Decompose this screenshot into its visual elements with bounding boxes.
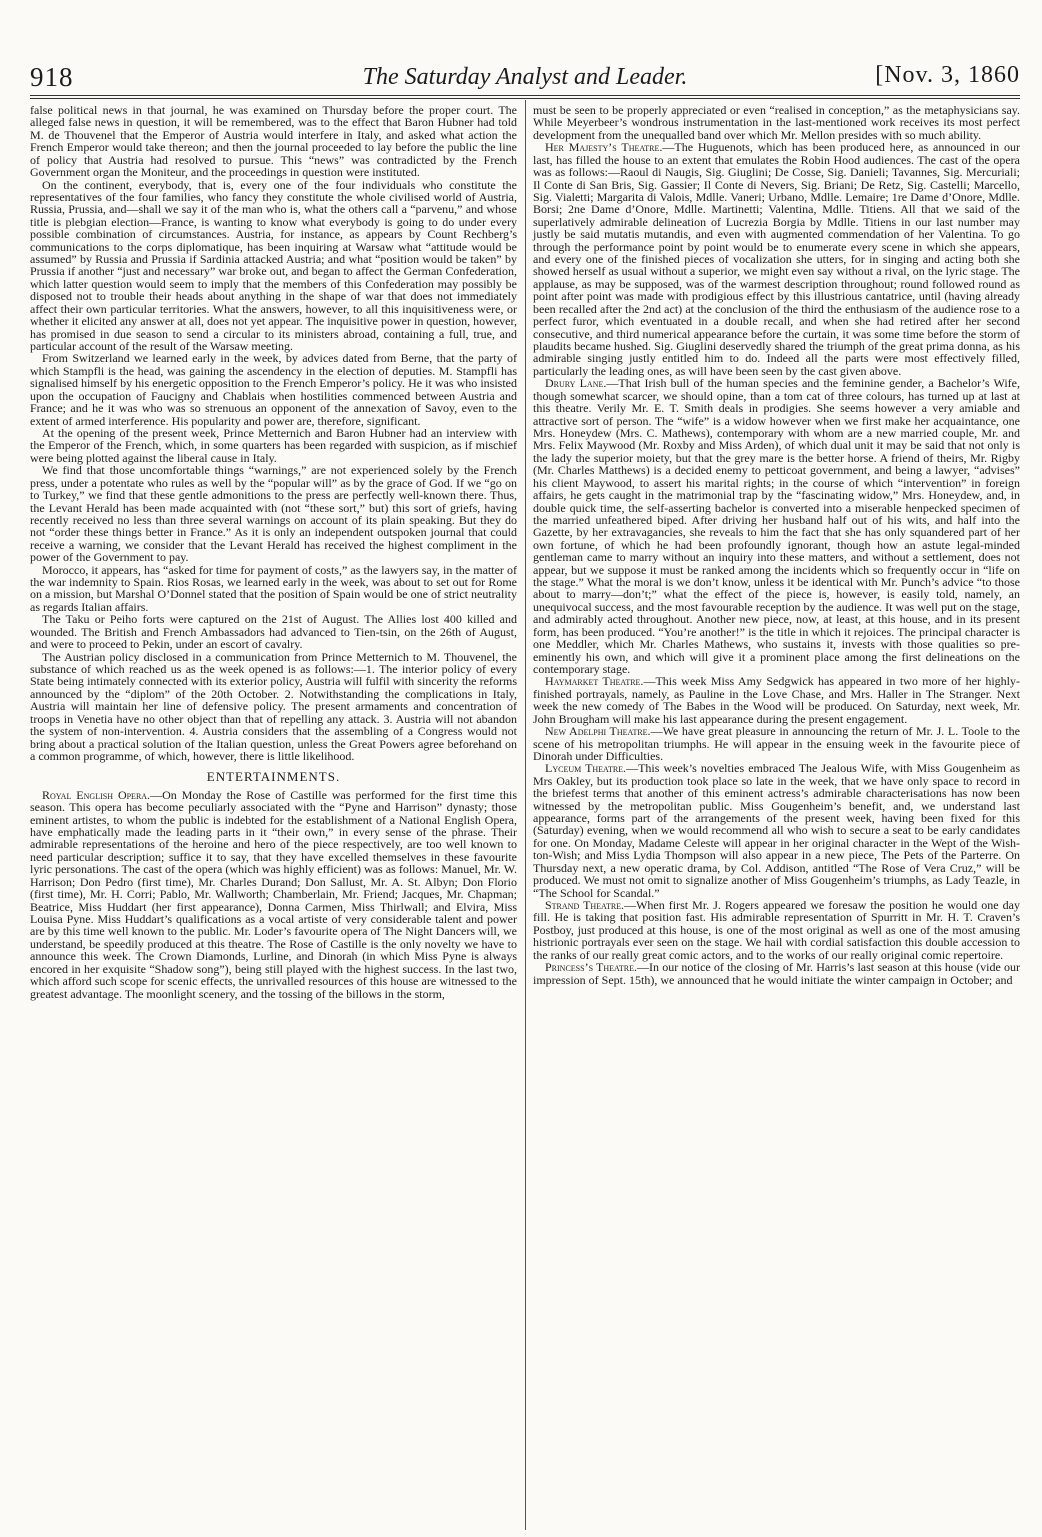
review-paragraph: [30, 789, 517, 1000]
header-rule-top: [30, 95, 1020, 96]
review-text: —That Irish bull of the human species and the feminine gender, a Bachelor’s Wife, though somewhat scarcer, we should opine, than a tom cat of three colours, has turned up at last at this theatre. Verily Mr. E. T. Smith deals in prodigies. She seems however a very amiable and attractive sort of person. The “wife” is a widow however when we first make her acquaintance, one Mrs. Honeydew (Mrs. C. Mathews), contemporary with whom are a new married couple, Mr. and Mrs. Felix Maywood (Mr. Roxby and Miss Arden), of which dual unit it may be said that not only is the lady the superior moiety, but that the grey mare is the better horse. A friend of theirs, Mr. Rigby (Mr. Charles Matthews) is a decided enemy to petticoat government, and being a lawyer, “advises” his client Maywood, to assert his marital rights; in the course of which “intervention” in foreign affairs, he gets caught in the matrimonial trap by the “fascinating widow,” Mrs. Honeydew, and, in double quick time, the self-asserting bachelor is converted into a miserable henpecked specimen of the married unfeathered biped. After driving her husband half out of his wits, and half into the Gazette, by her extravagancies, she reveals to him the fact that she has only squandered part of her own fortune, of which he had been profoundly ignorant, though how an astute legal-minded gentleman came to marry without an inquiry into these matters, and without a settlement, does not appear, but we suppose it must be ranked among the incidents which so frequently occur in “life on the stage.” What the moral is we don’t know, unless it be identical with Mr. Punch’s advice “to those about to marry—don’t;” what the effect of the piece is, however, is easily told, namely, an unequivocal success, and the most favourable reception by the audience. It was well put on the stage, and admirably acted throughout. Another new piece, now, at least, at this house, and in its present form, has been produced. “You’re another!” is the title in which it rejoices. The principal character is one Meddler, which Mr. Charles Mathews, who sustains it, invests with those qualities so pre-eminently his own, and which will give it a prominent place among the first delineations on the contemporary stage.: [533, 376, 1020, 676]
page-number: 918: [30, 62, 74, 92]
right-column: [533, 104, 1020, 986]
news-paragraph: false political news in that journal, he was examined on Thursday before the proper court. The alleged false news in question, it will be remembered, was to the effect that Baron Hubner had told M. de Thouvenel that the Emperor of Austria would interfere in Italy, and asked what action the French Emperor would take thereon; and then the journal proceeded to lay before the public the line of policy that Austria had resolved to pursue. This “news” was contradicted by the French Government organ the Moniteur, and the proceedings in question were instituted.: [30, 103, 517, 180]
review-runin-heading: Princess’s Theatre.: [545, 960, 637, 975]
review-paragraph: [533, 377, 1020, 675]
review-paragraph: [533, 762, 1020, 899]
review-paragraph: [533, 725, 1020, 762]
news-paragraph: On the continent, everybody, that is, every one of the four individuals who constitute the representatives of the four families, who fancy they constitute the whole civilised world of Austria, Russia, Prussia, and—shall we say it of the man who is, what the others call a “parvenu,” and whose title is plebgian election—France, is wanting to know what everybody is going to do under every possible combination of circumstances. Austria, for instance, as appears by Count Rechberg’s communications to the corps diplomatique, has been inquiring at Warsaw what “attitude would be assumed” by Russia and Prussia if Sardinia attacked Austria; and what “position would be taken” by Prussia if another “just and necessary” war broke out, and began to affect the German Confederation, which latter question would seem to imply that the members of this Confederation may possibly be disposed not to trouble their heads about anything in the shape of war that does not immediately affect their own particular territories. What the answers, however, to all this inquisitiveness were, or whether it elicited any answer at all, does not yet appear. The inquisitive power in question, however, has promised in due season to send a circular to its ministers abroad, containing a full, true, and particular account of the result of the Warsaw meeting.: [30, 177, 517, 354]
review-text: —When first Mr. J. Rogers appeared we foresaw the position he would one day fill. He is taking that position fast. His admirable representation of Spurritt in Mr. H. T. Craven’s Postboy, just produced at this house, is one of the most original as well as one of the most amusing histrionic portrayals ever seen on the stage. We hail with cordial satisfaction this double accession to the ranks of our really great comic actors, and to the works of our really original comic repertoire.: [533, 898, 1020, 962]
review-paragraph: [533, 141, 1020, 377]
review-runin-heading: Her Majesty’s Theatre.: [545, 140, 663, 155]
review-text: —This week’s novelties embraced The Jealous Wife, with Miss Gougenheim as Mrs Oakley, but its production took place so late in the week, that we have only space to record in the briefest terms that another of this eminent actress’s admirable characterisations has now been witnessed by the metropolitan public. Miss Gougenheim’s benefit, and, we understand last appearance, forms part of the arrangements of the present week, having been fixed for this (Saturday) evening, when we would recommend all who wish to secure a seat to be early candidates for one. On Monday, Madame Celeste will appear in her original character in the Wept of the Wish-ton-Wish; and Miss Lydia Thompson will also appear in a new piece, The Pets of the Parterre. On Thursday next, a new operatic drama, by Col. Addison, antitled “The Rose of Vera Cruz,” will be produced. We must not omit to signalize another of Miss Gougenheim’s triumphs, as Lady Teazle, in “The School for Scandal.”: [533, 761, 1020, 900]
news-paragraph: The Austrian policy disclosed in a communication from Prince Metternich to M. Thouvenel, the substance of which reached us as the week opened is as follows:—1. The interior policy of every State being intimately connected with its exterior policy, Austria will fulfil with sincerity the reforms announced by the “diplom” of the 20th October. 2. Notwithstanding the complications in Italy, Austria will maintain her line of defensive policy. The present armaments and concentration of troops in Venetia have no other object than that of repelling any attack. 3. Austria will not abandon the system of non-intervention. 4. Austria considers that the assembling of a Congress would not bring about a practical solution of the Italian question, unless the Great Powers agree beforehand on a common programme, of which, however, there is little likelihood.: [30, 649, 517, 763]
news-paragraph: The Taku or Peiho forts were captured on the 21st of August. The Allies lost 400 killed and wounded. The British and French Ambassadors had advanced to Tien-tsin, on the 26th of August, and were to proceed to Pekin, under an escort of cavalry.: [30, 612, 517, 652]
review-runin-heading: Strand Theatre.: [545, 898, 625, 912]
review-paragraph: must be seen to be properly appreciated or even “realised in conception,” as the metaphysicians say. While Meyerbeer’s wondrous instrumentation in the last-mentioned work receives its most perfect development from the unequalled band over which Mr. Mellon presides with so much ability.: [533, 103, 1020, 142]
review-paragraph: [533, 675, 1020, 725]
left-column: [30, 104, 517, 1000]
review-paragraph: [533, 961, 1020, 986]
section-heading-entertainments: ENTERTAINMENTS.: [206, 769, 341, 785]
news-paragraph: We find that those uncomfortable things “warnings,” are not experienced solely by the French press, under a potentate who rules as well by the “popular will” as by the grace of God. If we “go on to Turkey,” we find that these gentle admonitions to the press are perfectly well-known there. Thus, the Levant Herald has been made acquainted with (not “these sort,” but) this sort of griefs, having recently received no less than three several warnings on account of its plain speaking. But they do not “order these things better in France.” As it is only an independent outspoken journal that could receive a warning, we consider that the Levant Herald has received the highest compliment in the power of the Government to pay.: [30, 463, 517, 565]
review-runin-heading: Haymarket Theatre.: [545, 674, 644, 689]
issue-date: [Nov. 3, 1860: [875, 62, 1020, 88]
review-text: —We have great pleasure in announcing the return of Mr. J. L. Toole to the scene of his metropolitan triumphs. He will appear in the ensuing week in the favourite piece of Dinorah under Difficulties.: [533, 724, 1021, 763]
page-header: [30, 62, 1020, 98]
news-paragraph: Morocco, it appears, has “asked for time for payment of costs,” as the lawyers say, in the matter of the war indemnity to Spain. Rios Rosas, we learned early in the week, was about to set out for Rome on a mission, but Marshal O’Donnel stated that the position of Spain would be one of strict neutrality as regards Italian affairs.: [30, 562, 517, 614]
news-paragraph: At the opening of the present week, Prince Metternich and Baron Hubner had an interview with the Emperor of the French, which, in some quarters has been regarded with suspicion, as if mischief were being plotted against the liberal cause in Italy.: [30, 425, 517, 465]
review-text: —On Monday the Rose of Castille was performed for the first time this season. This opera has become peculiarly associated with the “Pyne and Harrison” dynasty; those eminent artistes, to whom the public is indebted for the establishment of a National English Opera, have emphatically made the leading parts in it “their own,” in every sense of the phrase. Their admirable representations of the heroine and hero of the piece respectively, are too well known to need particular description; suffice it to say, that they have excelled themselves in these favourite lyric personations. The cast of the opera (which was highly efficient) was as follows: Manuel, Mr. W. Harrison; Don Pedro (first time), Mr. Charles Durand; Don Sallust, Mr. A. St. Albyn; Don Florio (first time), Mr. H. Corri; Pablo, Mr. Wallworth; Chamberlain, Mr. Friend; Jacques, Mr. Chapman; Beatrice, Miss Huddart (her first appearance), Donna Carmen, Miss Thirlwall; and Elvira, Miss Louisa Pyne. Miss Huddart’s qualifications as a vocal artiste of very considerable talent and power are by this time well known to the public. Mr. Loder’s favourite opera of The Night Dancers will, we understand, be speedily produced at this theatre. The Rose of Castille is the only novelty we have to announce this week. The Crown Diamonds, Lurline, and Dinorah (in which Miss Pyne is always encored in her exquisite “Shadow song”), being still played with the highest success. In the last two, which afford such scope for scenic effects, the unrivalled resources of this house are witnessed to the greatest advantage. The moonlight scenery, and the tossing of the billows in the storm,: [30, 787, 517, 1001]
review-text: —This week Miss Amy Sedgwick has appeared in two more of her highly-finished portrayals, namely, as Pauline in the Love Chase, and Mrs. Haller in The Stranger. Next week the new comedy of The Babes in the Wood will be produced. On Saturday, next week, Mr. John Brougham will make his last appearance during the present engagement.: [533, 674, 1020, 726]
review-text: —The Huguenots, which has been produced here, as announced in our last, has filled the house to an extent that emulates the Robin Hood audiences. The cast of the opera was as follows:—Raoul di Naugis, Sig. Giuglini; De Cosse, Sig. Danieli; Tavannes, Sig. Mercuriali; Il Conte di San Bris, Sig. Gassier; Il Conte di Nevers, Sig. Briani; De Retz, Sig. Castelli; Marcello, Sig. Vialetti; Margarita di Valois, Mdlle. Vaneri; Urbano, Mdlle. Lemaire; 1re Dame d’Onore, Mdlle. Borsi; 2ne Dame d’Onore, Mdlle. Martinetti; Valentina, Mdlle. Titiens. All that we said of the superlatively admirable delineation of Lucrezia Borgia by Mdlle. Titiens in our last number may justly be said mutatis mutandis, and even with augmented commendation of her Valentina. To go through the performance point by point would be to enumerate every scene in which she appears, and every one of the finished pieces of vocalization she utters, for in singing and acting both she showed herself as usual without a superior, we might even say without a rival, on the lyric stage. The applause, as may be supposed, was of the warmest description throughout; round followed round as point after point was made with prodigious effect by this illustrious cantatrice, until (having already been recalled after the 2nd act) at the conclusion of the third the enthusiasm of the audience rose to a perfect furor, which eventuated in a double recall, and when she had retired after her second consecutive, and third numerical appearance before the curtain, it was some time before the storm of plaudits became hushed. Sig. Giuglini deservedly shared the triumph of the great prima donna, as his admirable singing justly entitled him to do. Indeed all the parts were most effectively filled, particularly the leading ones, as will have been seen by the cast given above.: [533, 140, 1020, 378]
review-runin-heading: Royal English Opera.: [42, 787, 151, 802]
review-text: —In our notice of the closing of Mr. Harris’s last season at this house (vide our impression of Sept. 15th), we announced that he would initiate the winter campaign in October; and: [533, 960, 1020, 987]
header-rule-bottom: [30, 98, 1020, 99]
review-runin-heading: Lyceum Theatre.: [545, 761, 627, 776]
column-divider: [525, 100, 526, 1530]
review-runin-heading: New Adelphi Theatre.: [545, 724, 651, 739]
review-paragraph: [533, 899, 1020, 961]
review-runin-heading: Drury Lane.: [545, 376, 607, 391]
journal-title: The Saturday Analyst and Leader.: [362, 64, 688, 90]
news-paragraph: From Switzerland we learned early in the week, by advices dated from Berne, that the party of which Stampfli is the head, was gaining the ascendency in the election of deputies. M. Stampfli has signalised himself by his energetic opposition to the French Emperor’s policy. He it was who insisted upon the occupation of Faucigny and Chablais when hostilities commenced between Austria and France; and he it was who was so strenuous an opponent of the annexation of Savoy, even to the extent of armed interference. His popularity and power are, therefore, significant.: [30, 351, 517, 428]
